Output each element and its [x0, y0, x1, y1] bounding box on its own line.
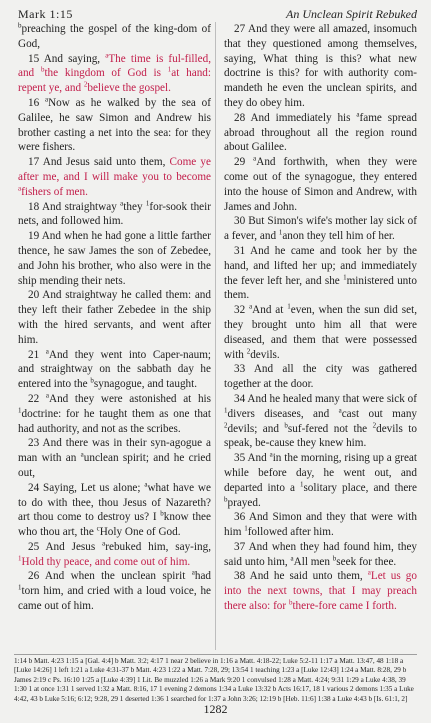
cross-reference-marker: c [96, 524, 100, 533]
verse-text: had [194, 570, 211, 583]
verse-paragraph [18, 155, 211, 199]
cross-reference-marker: 1 [287, 302, 291, 311]
verse-paragraph [18, 481, 211, 540]
verse-text: what have we to do with thee, thou Jesus of Nazareth? art thou come to destroy us? I [18, 481, 211, 524]
footnote-divider [14, 654, 417, 655]
verse-text: 31 And he came and took her by the hand, and lifted her up; and immediately the fever left her, and she [224, 244, 417, 287]
verse-text: 33 And all the city was gathered together at the door. [224, 363, 417, 391]
verse-text: 16 [28, 96, 45, 109]
verse-text: in the morning, rising up a great while before day, he went out, and departed into a [224, 452, 418, 494]
verse-text: 17 And Jesus said unto them, [28, 156, 170, 169]
cross-reference-marker: a [367, 568, 371, 577]
verse-text: they [123, 200, 146, 213]
footnote-entry: 1:14 b Matt. 4:23 [14, 657, 64, 665]
verse-paragraph [18, 96, 211, 155]
footnote-entry: 1:30 1 at once [14, 685, 55, 694]
footnote-entry: 1:28 a Matt. 4:24; 9:31 [278, 675, 345, 684]
cross-reference-marker: 1 [18, 583, 22, 592]
verse-text: prayed. [227, 496, 261, 509]
verse-paragraph [18, 52, 211, 96]
verse-paragraph [18, 22, 211, 52]
cross-reference-marker: a [44, 95, 49, 104]
cross-reference-marker: b [160, 509, 164, 518]
verse-text: 22 [28, 392, 46, 405]
verse-text: devils; and [227, 422, 285, 435]
cross-reference-marker: 1 [18, 405, 22, 414]
footnote-entry: 1:18 a [Luke 14:26] 1 left [14, 657, 404, 675]
verse-paragraph [224, 22, 417, 111]
verse-paragraph [18, 540, 211, 570]
cross-reference-marker: a [253, 154, 257, 163]
verse-text: 26 And when the unclean spirit [28, 570, 192, 583]
footnote-entry: 1:32 a Matt. 8:16, 17 1 evening 2 demons [96, 685, 217, 694]
verse-text: And they went into Caper-naum; and straightway on the sabbath day he entered into the [18, 348, 212, 391]
footnote-entry: 1:38 a Luke 4:43 b [Is. 61:1, 2] [317, 694, 408, 703]
cross-reference-marker: a [45, 391, 49, 400]
cross-reference-marker: b [40, 65, 45, 74]
footnote-entry: 1:31 1 served [56, 685, 96, 694]
verse-text: 38 And he said unto them, [234, 570, 368, 583]
red-letter-text: Let us go into the next towns, that I may preach there also: for [224, 570, 417, 613]
cross-reference-marker: a [80, 450, 84, 459]
verse-text: unclean spirit; and he cried out, [18, 452, 211, 479]
cross-reference-marker: b [288, 598, 293, 607]
red-letter-text: The time is ful-filled, and [18, 52, 211, 80]
cross-reference-marker: 2 [83, 80, 88, 89]
red-letter-text: Come ye after me, and I will make you to become [18, 156, 211, 183]
verse-paragraph [224, 362, 417, 392]
cross-reference-marker: 1 [145, 198, 150, 207]
verse-text: 23 And there was in their syn-agogue a man with an [18, 437, 211, 465]
verse-paragraph [224, 303, 417, 362]
red-letter-text: at hand: repent ye, and [18, 67, 211, 95]
footnote-entry: 1:15 a [Gal. 4:4] b Matt. 3:2; 4:17 1 near 2 believe in [65, 657, 219, 665]
footnote-entry: 1:36 1 searched for [150, 694, 207, 703]
verse-text: 20 And straightway he called them: and they left their father Zebedee in the ship with the hired servants, and went after him. [18, 289, 211, 346]
verse-text: rebuked him, say-ing, [105, 540, 211, 553]
footnote-entry: 1:17 a Matt. 13:47, 48 [319, 657, 384, 665]
footnote-entry: 1:25 a [Luke 4:39] 1 Lit. Be muzzled [81, 675, 189, 684]
cross-reference-marker: b [284, 420, 288, 429]
verse-paragraph [18, 392, 211, 436]
verse-text: 29 [234, 156, 254, 169]
cross-reference-marker: 1 [343, 272, 347, 281]
cross-reference-marker: a [356, 110, 360, 119]
verse-text: 25 And Jesus [28, 540, 103, 553]
verse-text: devils. [250, 348, 280, 361]
footnote-entry: 1:22 a Matt. 7:28, 29; 13:54 1 teaching [167, 666, 280, 675]
footnote-entry: 1:34 a Luke 13:32 b Acts 16:17, 18 1 various 2 demons [218, 685, 378, 694]
page-number: 1282 [203, 702, 228, 716]
footnote-entry: 1:21 a Luke 4:31-37 b Matt. 4:23 [70, 666, 166, 675]
verse-text: All men [293, 555, 333, 568]
verse-paragraph [224, 510, 417, 540]
verse-text: ministered unto them. [224, 274, 417, 302]
verse-paragraph [18, 288, 211, 347]
verse-text: for-sook their nets, and followed him. [18, 200, 211, 228]
cross-reference-marker: b [90, 376, 94, 385]
cross-reference-marker: a [45, 346, 49, 355]
cross-reference-marker: a [18, 184, 22, 193]
cross-reference-marker: 1 [224, 405, 228, 414]
verse-paragraph [224, 111, 417, 155]
footnote-entry: 1:24 a Matt. 8:28, 29 b James 2:19 c Ps. 16:10 [14, 666, 407, 684]
verse-text: 30 But Simon's wife's mother lay sick of a fever, and [224, 215, 417, 243]
verse-text: anon they tell him of her. [282, 230, 395, 243]
left-text-column [18, 22, 211, 614]
cross-reference-marker: a [105, 50, 109, 59]
cross-reference-marker: 1 [18, 553, 22, 562]
verse-text: 32 [234, 304, 250, 317]
footnote-entry: 1:23 a [Luke 12:43] [281, 666, 339, 675]
verse-paragraph [18, 436, 211, 480]
footnote-entry: 1:35 a Luke 4:42, 43 b Luke 5:16; 6:12; 9:28, 29 1 deserted [14, 685, 414, 703]
cross-reference-marker: 1 [167, 65, 172, 74]
verse-text: 24 Saying, Let us alone; [28, 481, 145, 494]
red-letter-text: fishers of men. [21, 185, 88, 198]
verse-text: torn him, and cried with a loud voice, he came out of him. [18, 585, 211, 613]
verse-text: 19 And when he had gone a little farther thence, he saw James the son of Zebedee, and John his brother, who also were in the ship mending their nets. [18, 230, 211, 287]
verse-text: 28 And immediately his [234, 111, 357, 124]
cross-reference-marker: b [224, 494, 228, 503]
cross-reference-marker: a [191, 568, 195, 577]
cross-reference-marker: a [269, 450, 273, 459]
verse-text: 37 And when they had found him, they said unto him, [224, 540, 417, 568]
red-letter-text: Hold thy peace, and come out of him. [21, 555, 191, 568]
verse-text: fame spread abroad throughout all the region round about Galilee. [224, 111, 417, 154]
verse-text: Holy One of God. [99, 526, 181, 539]
cross-reference-marker: a [120, 198, 124, 207]
verse-paragraph [224, 540, 417, 570]
cross-reference-marker: a [144, 479, 148, 488]
verse-paragraph [18, 348, 211, 392]
verse-text: know thee who thou art, the [18, 511, 211, 539]
verse-text: 18 And straightway [28, 200, 121, 213]
cross-reference-marker: a [290, 553, 294, 562]
page-header-reference: Mark 1:15 [18, 7, 73, 21]
footnote-entry: 1:16 a Matt. 4:18-22; Luke 5:2-11 [220, 657, 318, 665]
column-divider [215, 22, 216, 650]
red-letter-text: the kingdom of God is [44, 67, 168, 80]
verse-paragraph [224, 392, 417, 451]
red-letter-text: there-fore came I forth. [292, 600, 397, 613]
cross-reference-marker: 1 [244, 524, 248, 533]
cross-reference-marker: 2 [246, 346, 251, 355]
verse-text: 36 And Simon and they that were with him [224, 511, 417, 539]
footnotes [14, 657, 417, 704]
verse-text: 21 [28, 348, 46, 361]
verse-paragraph [18, 569, 211, 613]
footnote-entry: 1:29 a Luke 4:38, 39 [346, 675, 406, 684]
footnote-entry: 1:26 a Mark 9:20 1 convulsed [190, 675, 277, 684]
cross-reference-marker: 1 [299, 479, 304, 488]
cross-reference-marker: 2 [372, 420, 377, 429]
verse-text: followed after him. [247, 526, 334, 539]
cross-reference-marker: b [18, 21, 22, 30]
cross-reference-marker: a [338, 405, 342, 414]
verse-text: 34 And he healed many that were sick of [234, 392, 417, 405]
verse-text: suf-fered not the [287, 422, 373, 435]
verse-paragraph [18, 200, 211, 230]
verse-text: even, when the sun did set, they brought unto him all that were diseased, and them that were possessed with [224, 304, 417, 361]
verse-paragraph [18, 229, 211, 288]
verse-text: preaching the gospel of the king-dom of God, [18, 23, 211, 50]
red-letter-text: believe the gospel. [87, 82, 171, 95]
cross-reference-marker: b [332, 553, 337, 562]
cross-reference-marker: a [249, 302, 253, 311]
verse-text: 35 And [234, 452, 270, 465]
verse-text: 27 And they were all amazed, insomuch that they questioned among themselves, saying, What thing is this? what new doctrine is this? for with authority com-mandeth he even the unclean spirits, and they do obey him. [224, 23, 417, 109]
page-header-section-title: An Unclean Spirit Rebuked [286, 7, 417, 21]
verse-text: cast out many [341, 407, 418, 420]
cross-reference-marker: 2 [224, 420, 228, 429]
cross-reference-marker: a [102, 539, 106, 548]
verse-text: devils to speak, be-cause they knew him. [224, 422, 417, 450]
verse-text: synagogue, and taught. [93, 378, 198, 391]
verse-text: 15 And saying, [28, 52, 106, 65]
right-text-column [224, 22, 417, 614]
verse-text: seek for thee. [336, 555, 397, 568]
verse-text: And forthwith, when they were come out of the synagogue, they entered into the house of Simon and Andrew, with James and John. [224, 156, 417, 213]
verse-paragraph [224, 451, 417, 510]
verse-paragraph [224, 244, 417, 303]
verse-text: And at [252, 304, 288, 317]
verse-text: solitary place, and there [303, 481, 417, 494]
verse-paragraph [224, 214, 417, 244]
verse-text: doctrine: for he taught them as one that had authority, and not as the scribes. [18, 407, 211, 435]
cross-reference-marker: 1 [278, 228, 283, 237]
verse-paragraph [224, 569, 417, 613]
verse-text: divers diseases, and [227, 407, 339, 420]
verse-text: And they were astonished at his [48, 392, 212, 405]
verse-text: Now as he walked by the sea of Galilee, he saw Simon and Andrew his brother casting a net into the sea: for they were fishers. [18, 96, 211, 154]
verse-paragraph [224, 155, 417, 214]
footnote-entry: 1:37 a John 3:26; 12:19 b [Heb. 11:6] [208, 694, 316, 703]
